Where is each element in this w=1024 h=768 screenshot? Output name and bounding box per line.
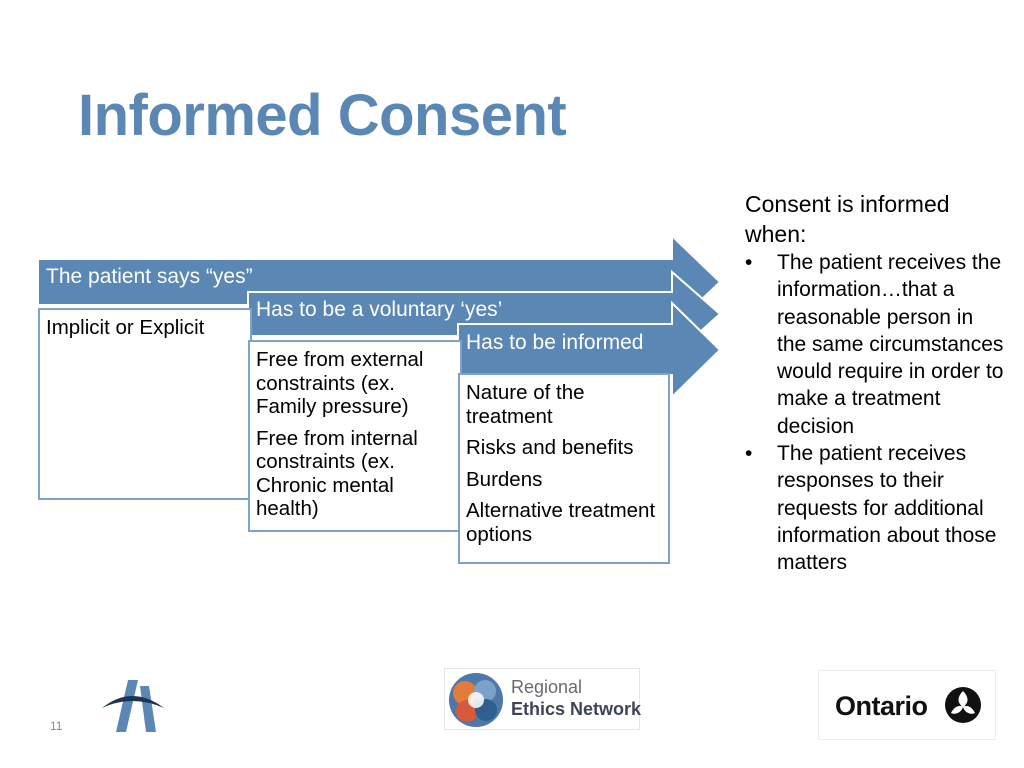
regional-ethics-network-logo [444, 668, 640, 730]
level-3-item: Risks and benefits [466, 436, 634, 459]
level-3-items [466, 381, 662, 554]
slide-title: Informed Consent [78, 83, 567, 148]
level-3-item: Nature of the treatment [466, 381, 585, 428]
page-number: 11 [50, 719, 63, 733]
conditions-heading: Consent is informed when: [745, 191, 950, 247]
conditions-list [745, 249, 1005, 577]
level-2-item: Free from external constraints (ex. Family pressure) [256, 348, 424, 418]
ren-logo-line1: Regional [511, 677, 583, 697]
level-1-item: Implicit or Explicit [46, 316, 205, 339]
level-3-header: Has to be informed [466, 331, 644, 354]
bullet-glyph: • [745, 251, 753, 274]
level-3-item: Alternative treatment options [466, 499, 656, 546]
ren-logo-mark [447, 671, 505, 729]
conditions-list-item-text: The patient receives responses to their requests for additional information about those matters [777, 442, 997, 575]
level-3-item: Burdens [466, 467, 543, 491]
level-2-item: Free from internal constraints (ex. Chronic mental health) [256, 426, 418, 520]
ren-logo-line2: Ethics Network [511, 699, 642, 719]
conditions-list-item-text: The patient receives the information…that a reasonable person in the same circumstances would require in order to make a treatment decision [777, 251, 1004, 438]
level-1-header: The patient says “yes” [46, 265, 253, 288]
level-2-header: Has to be a voluntary ‘yes’ [256, 298, 503, 321]
conditions-list-item [745, 249, 1005, 440]
ontario-wordmark: Ontario [835, 691, 928, 721]
bullet-glyph: • [745, 442, 753, 466]
conditions-list-item [745, 440, 1005, 576]
level-2-items [256, 348, 456, 529]
level-1-items [46, 316, 246, 348]
consent-conditions [745, 189, 1005, 577]
organization-logo [100, 678, 170, 741]
trillium-icon [943, 685, 983, 725]
ontario-logo [818, 670, 996, 740]
